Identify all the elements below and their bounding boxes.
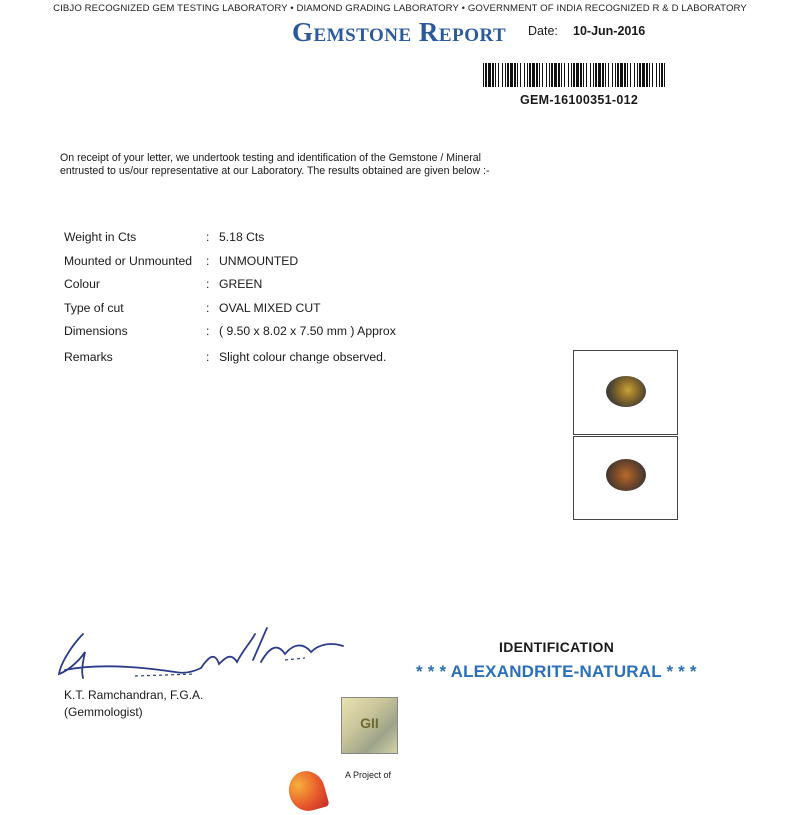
barcode-bar [612,63,613,87]
detail-value: GREEN [219,277,263,291]
barcode-bar [507,63,509,87]
detail-value: OVAL MIXED CUT [219,301,321,315]
barcode-bar [615,63,616,87]
barcode-bar [571,63,572,87]
barcode-bar [661,63,663,87]
detail-value: Slight colour change observed. [219,350,387,364]
barcode-bar [558,63,560,87]
barcode-bar [514,63,516,87]
barcode-bar [590,63,591,87]
barcode-bar [627,63,628,87]
barcode-bar [485,63,487,87]
barcode-bar [605,63,606,87]
barcode-bar [498,63,499,87]
barcode-bar [583,63,584,87]
signatory-name: K.T. Ramchandran, F.G.A. [64,688,204,702]
barcode-bar [536,63,538,87]
barcode-bar [639,63,641,87]
barcode-bar [576,63,579,87]
date-label: Date: [528,24,558,38]
detail-label: Colour [64,277,100,291]
barcode-bar [529,63,531,87]
detail-label: Type of cut [64,301,124,315]
barcode-bar [617,63,619,87]
detail-colon: : [206,277,210,291]
barcode-bar [598,63,601,87]
detail-colon: : [206,230,210,244]
intro-line-2: entrusted to us/our representative at our Laboratory. The results obtained are given below :- [60,165,490,177]
barcode-bar [652,63,653,87]
barcode-bar [520,63,521,87]
barcode-bar [532,63,535,87]
barcode-bar [502,63,503,87]
detail-value: ( 9.50 x 8.02 x 7.50 mm ) Approx [219,324,396,338]
barcode [483,63,665,87]
hologram-text: GII [360,715,379,731]
barcode-bar [573,63,575,87]
signature [55,622,355,690]
detail-value: 5.18 Cts [219,230,265,244]
hologram-seal [341,697,398,754]
gem-image [606,376,646,407]
barcode-bar [602,63,604,87]
barcode-bar [624,63,626,87]
date-value: 10-Jun-2016 [573,24,646,38]
barcode-bar [549,63,550,87]
barcode-bar [637,63,638,87]
barcode-bar [586,63,587,87]
barcode-bar [646,63,648,87]
barcode-bar [554,63,557,87]
identification-result: * * * ALEXANDRITE-NATURAL * * * [416,662,697,681]
page-title: Gemstone Report [292,17,507,47]
barcode-bar [580,63,582,87]
barcode-bar [664,63,665,87]
barcode-bar [634,63,635,87]
gem-image [606,459,646,491]
gem-photo-daylight [573,350,678,435]
accreditation-line: CIBJO RECOGNIZED GEM TESTING LABORATORY • DIAMOND GRADING LABORATORY • GOVERNMENT OF INDIA RECOGNIZED R & D LABORATORY [53,3,747,14]
barcode-bar [659,63,660,87]
detail-colon: : [206,350,210,364]
detail-label: Weight in Cts [64,230,137,244]
barcode-bar [608,63,609,87]
detail-value: UNMOUNTED [219,254,299,268]
barcode-bar [495,63,496,87]
barcode-bar [551,63,553,87]
barcode-bar [593,63,594,87]
barcode-bar [656,63,657,87]
detail-colon: : [206,301,210,315]
barcode-bar [620,63,623,87]
signatory-role: (Gemmologist) [64,705,143,719]
barcode-bar [488,63,491,87]
identification-heading: IDENTIFICATION [499,639,615,655]
barcode-bar [630,63,631,87]
barcode-bar [568,63,569,87]
barcode-bar [564,63,565,87]
logo-icon [284,767,329,815]
detail-colon: : [206,324,210,338]
barcode-bar [561,63,562,87]
barcode-bar [546,63,547,87]
barcode-bar [542,63,543,87]
detail-label: Dimensions [64,324,128,338]
barcode-bar [510,63,513,87]
barcode-bar [642,63,645,87]
detail-colon: : [206,254,210,268]
project-label: A Project of [345,770,392,780]
barcode-bar [527,63,528,87]
gem-photo-incandescent [573,436,678,520]
detail-label: Remarks [64,350,113,364]
barcode-bar [595,63,597,87]
barcode-bar [492,63,494,87]
barcode-bar [517,63,518,87]
intro-line-1: On receipt of your letter, we undertook testing and identification of the Gemstone / Mineral [60,152,482,164]
barcode-bar [524,63,525,87]
barcode-bar [539,63,540,87]
detail-label: Mounted or Unmounted [64,254,193,268]
barcode-bar [505,63,506,87]
report-number: GEM-16100351-012 [520,93,639,107]
barcode-bar [649,63,650,87]
intro-paragraph [60,152,490,178]
barcode-bar [483,63,484,87]
